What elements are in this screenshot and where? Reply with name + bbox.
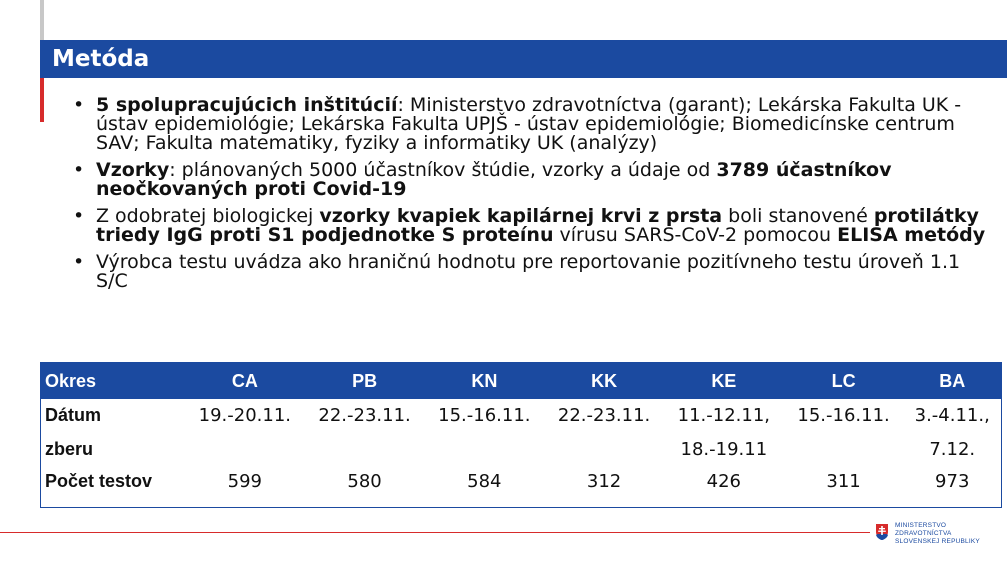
date-cell <box>424 439 544 469</box>
table-header-row <box>41 363 1001 399</box>
institutions-bold: 5 spolupracujúcich inštitúcií <box>96 94 398 116</box>
date-cell <box>305 439 425 469</box>
method-text-3: vírusu SARS-CoV-2 pomocou <box>553 224 838 246</box>
header-district: CA <box>231 370 258 391</box>
districts-table-container <box>40 362 1002 508</box>
bullet-item-institutions <box>70 96 995 153</box>
bullet-dot: • <box>73 251 85 273</box>
method-bold-2: protilátky triedy IgG proti S1 podjednotke S proteínu <box>96 205 979 246</box>
logo-text <box>895 522 980 546</box>
samples-text: : plánovaných 5000 účastníkov štúdie, vzorky a údaje od <box>169 159 717 181</box>
date-label: Dátum <box>45 405 102 425</box>
count-cell: 312 <box>586 471 622 492</box>
date-cell: 7.12. <box>929 439 976 460</box>
footer-divider <box>0 532 870 533</box>
table-row-counts <box>41 469 1001 505</box>
samples-count-bold: 3789 účastníkov neočkovaných proti Covid-19 <box>96 159 892 200</box>
date-cell: 22.-23.11. <box>557 405 651 426</box>
ministry-logo <box>875 521 1005 561</box>
bullet-item-samples <box>70 161 995 199</box>
bullet-dot: • <box>73 159 85 181</box>
count-cell: 584 <box>467 471 502 492</box>
logo-line: ZDRAVOTNÍCTVA <box>895 530 952 537</box>
bullet-item-method <box>70 207 995 245</box>
slovak-crest-icon <box>875 523 889 541</box>
table-row-dates-cont <box>41 439 1001 469</box>
date-cell <box>185 439 305 469</box>
date-cell: 11.-12.11, <box>677 405 771 426</box>
districts-table <box>41 363 1001 505</box>
bullet-dot: • <box>73 205 85 227</box>
top-left-divider <box>40 0 44 40</box>
method-bold-1: vzorky kvapiek kapilárnej krvi z prsta <box>319 205 723 227</box>
count-cell: 311 <box>826 471 861 492</box>
count-cell: 426 <box>706 471 741 492</box>
threshold-text: Výrobca testu uvádza ako hraničnú hodnotu pre reportovanie pozitívneho testu úroveň 1.1 S/C <box>96 251 961 292</box>
date-cell <box>544 439 664 469</box>
header-district: BA <box>939 370 966 391</box>
date-cell: 15.-16.11. <box>797 405 890 426</box>
bullet-list <box>70 96 995 299</box>
date-cell: 18.-19.11 <box>680 439 768 460</box>
date-cell: 19.-20.11. <box>198 405 292 426</box>
date-cell: 3.-4.11., <box>914 405 990 426</box>
header-district: KE <box>711 370 737 391</box>
count-cell: 973 <box>935 471 970 492</box>
header-district: KN <box>471 370 498 391</box>
date-cell <box>784 439 904 469</box>
logo-line: MINISTERSTVO <box>895 522 947 529</box>
method-text-1: Z odobratej biologickej <box>96 205 320 227</box>
date-cell: 22.-23.11. <box>318 405 411 426</box>
bullet-item-threshold <box>70 253 995 291</box>
count-label: Počet testov <box>45 471 153 491</box>
method-bold-3: ELISA metódy <box>837 224 986 246</box>
page-title: Metóda <box>40 40 1007 78</box>
samples-bold: Vzorky <box>96 159 170 181</box>
count-cell: 599 <box>227 471 262 492</box>
red-accent-mark <box>40 78 44 122</box>
header-district: PB <box>352 370 378 391</box>
date-cell: 15.-16.11. <box>438 405 531 426</box>
table-row-dates <box>41 399 1001 439</box>
method-text-2: boli stanovené <box>722 205 874 227</box>
count-cell: 580 <box>347 471 382 492</box>
logo-line: SLOVENSKEJ REPUBLIKY <box>895 538 980 545</box>
header-district: KK <box>591 370 618 391</box>
date-label-cont: zberu <box>45 439 94 459</box>
header-district: LC <box>831 370 856 391</box>
bullet-dot: • <box>73 94 85 116</box>
institutions-text: : Ministerstvo zdravotníctva (garant); Lekárska Fakulta UK - ústav epidemiológie; Lekárska Fakulta UPJŠ - ústav epidemiológie; Biomedicínske centrum SAV; Fakulta matematiky, fyziky a informatiky UK (analýzy) <box>96 94 962 154</box>
header-okres: Okres <box>45 370 97 391</box>
